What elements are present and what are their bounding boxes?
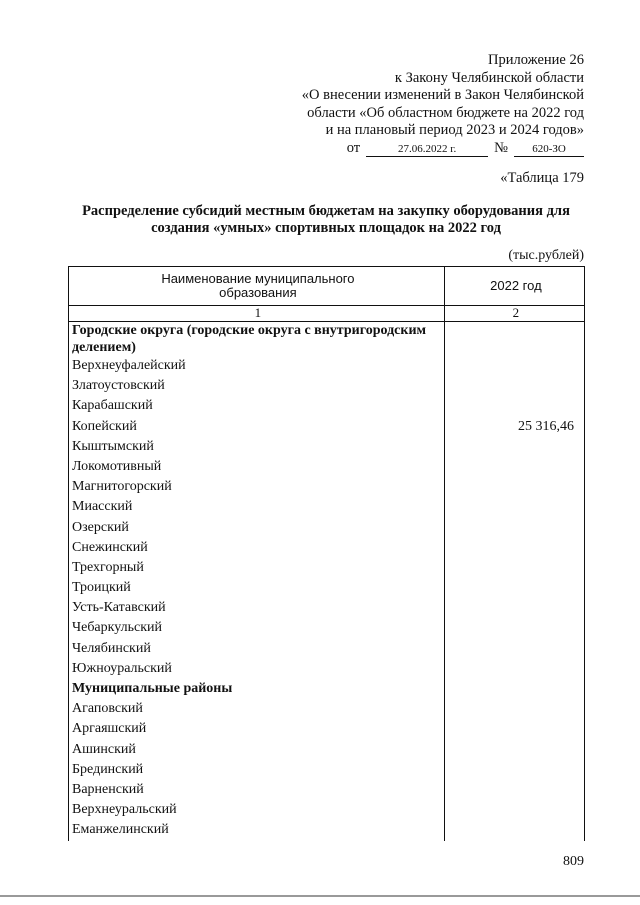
units-label: (тыс.рублей) [508, 248, 584, 263]
municipality-name: Ашинский [69, 740, 445, 760]
municipality-name: Троицкий [69, 578, 445, 598]
subsidy-amount [444, 356, 584, 376]
municipality-name: Городские округа (городские округа с внутригородским делением) [69, 322, 445, 357]
law-date-number-line [302, 140, 584, 158]
subsidy-amount [444, 477, 584, 497]
subsidy-amount [444, 437, 584, 457]
municipality-name: Трехгорный [69, 558, 445, 578]
municipality-name: Карабашский [69, 396, 445, 416]
document-title [70, 203, 582, 237]
municipality-name: Златоустовский [69, 376, 445, 396]
table-row [69, 356, 585, 376]
subsidy-amount [444, 376, 584, 396]
header-line-5: и на плановый период 2023 и 2024 годов» [325, 122, 584, 138]
table-row [69, 719, 585, 739]
municipality-name: Агаповский [69, 699, 445, 719]
table-row [69, 639, 585, 659]
column-header-year: 2022 год [444, 267, 584, 306]
subsidy-amount [444, 518, 584, 538]
municipality-name: Снежинский [69, 538, 445, 558]
subsidy-amount [444, 699, 584, 719]
subsidy-amount [444, 457, 584, 477]
table-row [69, 477, 585, 497]
municipality-name: Брединский [69, 760, 445, 780]
subsidy-amount [444, 679, 584, 699]
table-row [69, 457, 585, 477]
municipality-name: Кыштымский [69, 437, 445, 457]
table-row [69, 760, 585, 780]
table-row [69, 679, 585, 699]
subsidy-amount [444, 780, 584, 800]
header-line-3: «О внесении изменений в Закон Челябинской [301, 87, 584, 103]
table-row [69, 800, 585, 820]
header-line-4: области «Об областном бюджете на 2022 год [307, 104, 584, 121]
scan-bottom-edge [0, 895, 640, 897]
municipality-name: Миасский [69, 497, 445, 517]
appendix-header [302, 52, 584, 157]
subsidy-amount: 25 316,46 [444, 417, 584, 437]
table-row [69, 659, 585, 679]
table-row [69, 396, 585, 416]
table-row [69, 820, 585, 840]
subsidy-amount [444, 538, 584, 558]
table-label: «Таблица 179 [500, 170, 584, 186]
table-row [69, 497, 585, 517]
subsidy-amount [444, 760, 584, 780]
column-number-1: 1 [69, 306, 445, 322]
municipality-name: Верхнеуральский [69, 800, 445, 820]
table-row [69, 598, 585, 618]
subsidy-amount [444, 800, 584, 820]
municipality-name: Муниципальные районы [69, 679, 445, 699]
law-number: 620-ЗО [514, 143, 584, 157]
municipality-name: Аргаяшский [69, 719, 445, 739]
table-body [69, 322, 585, 841]
table-row [69, 417, 585, 437]
subsidy-amount [444, 659, 584, 679]
column-header-name [69, 267, 445, 306]
subsidy-amount [444, 598, 584, 618]
table-row [69, 518, 585, 538]
column-header-name-line-1: Наименование муниципального [161, 271, 355, 286]
law-date: 27.06.2022 г. [366, 143, 488, 157]
subsidy-amount [444, 497, 584, 517]
number-label: № [494, 139, 508, 156]
municipality-name: Локомотивный [69, 457, 445, 477]
table-row [69, 699, 585, 719]
subsidy-amount [444, 396, 584, 416]
table-row [69, 558, 585, 578]
subsidy-amount [444, 740, 584, 760]
page-number: 809 [563, 854, 584, 869]
municipality-name: Еманжелинский [69, 820, 445, 840]
subsidy-table [68, 266, 585, 841]
municipality-name: Копейский [69, 417, 445, 437]
subsidy-amount [444, 618, 584, 638]
table-row [69, 578, 585, 598]
subsidy-amount [444, 639, 584, 659]
municipality-name: Варненский [69, 780, 445, 800]
municipality-name: Усть-Катавский [69, 598, 445, 618]
subsidy-amount [444, 719, 584, 739]
table-row [69, 376, 585, 396]
subsidy-amount [444, 578, 584, 598]
ot-label: от [346, 139, 361, 156]
municipality-name: Магнитогорский [69, 477, 445, 497]
table-row [69, 780, 585, 800]
header-line-1: Приложение 26 [488, 52, 584, 68]
table-row [69, 740, 585, 760]
column-number-2: 2 [444, 306, 584, 322]
municipality-name: Южноуральский [69, 659, 445, 679]
table-row [69, 322, 585, 357]
subsidy-amount [444, 820, 584, 840]
municipality-name: Верхнеуфалейский [69, 356, 445, 376]
title-line-1: Распределение субсидий местным бюджетам на закупку оборудования для [82, 203, 570, 219]
title-line-2: создания «умных» спортивных площадок на 2022 год [151, 220, 501, 236]
subsidy-amount [444, 322, 584, 357]
municipality-name: Чебаркульский [69, 618, 445, 638]
table-row [69, 618, 585, 638]
table-row [69, 437, 585, 457]
column-header-name-line-2: образования [219, 285, 297, 300]
municipality-name: Челябинский [69, 639, 445, 659]
header-line-2: к Закону Челябинской области [394, 69, 584, 86]
subsidy-amount [444, 558, 584, 578]
municipality-name: Озерский [69, 518, 445, 538]
table-row [69, 538, 585, 558]
